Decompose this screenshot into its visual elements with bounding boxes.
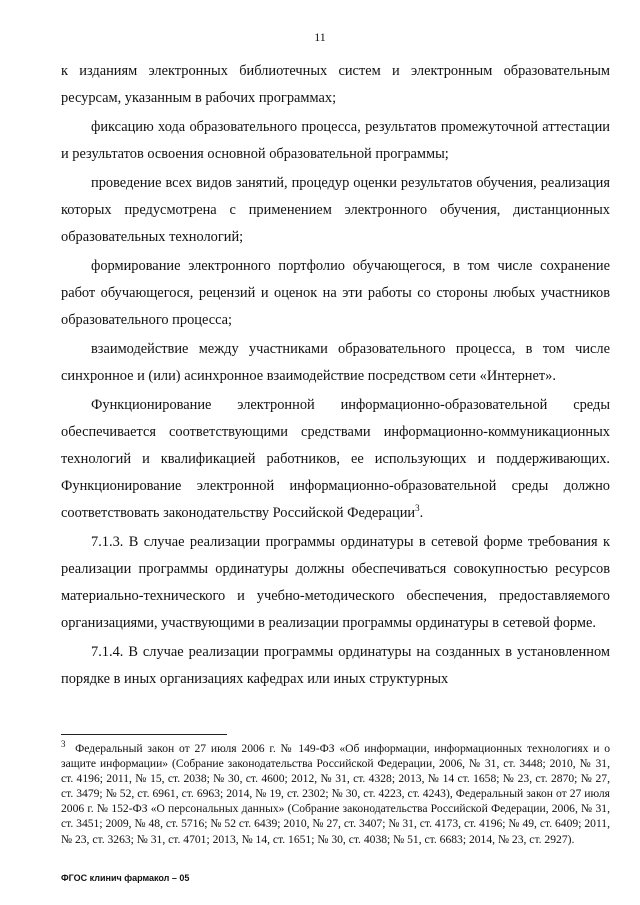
paragraph-functioning-text: Функционирование электронной информационно-образовательной среды обеспечивается соответствующими средствами информационно-коммуникационных технологий и квалификацией работников, ее использующих и поддерживающих. Функционирование электронной информационно-образовательной среды должно соответствовать законодательству Российской Федерации — [61, 397, 610, 521]
paragraph-portfolio: формирование электронного портфолио обучающегося, в том числе сохранение работ обучающегося, рецензий и оценок на эти работы со стороны любых участников образовательного процесса; — [61, 258, 610, 328]
footnote-text: Федеральный закон от 27 июля 2006 г. № 149-ФЗ «Об информации, информационных технологиях и о защите информации» (Собрание законодательства Российской Федерации, 2006, № 31, ст. 3448; 2010, № 31, ст. 4196; 2011, № 15, ст. 2038; № 30, ст. 4600; 2012, № 31, ст. 4328; 2013, № 14 ст. 1658; № 23, ст. 2870; № 27, ст. 3479; № 52, ст. 6961, ст. 6963; 2014, № 19, ст. 2302; № 30, ст. 4223, ст. 4243), Федеральный закон от 27 июля 2006 г. № 152-ФЗ «О персональных данных» (Собрание законодательства Российской Федерации, 2006, № 31, ст. 3451; 2009, № 48, ст. 5716; № 52 ст. 6439; 2010, № 27, ст. 3407; № 31, ст. 4173, ст. 4196; № 49, ст. 6409; 2011, № 23, ст. 3263; № 31, ст. 4701; 2013, № 14, ст. 1651; № 30, ст. 4038; № 51, ст. 6683; 2014, № 23, ст. 2927). — [61, 742, 610, 846]
paragraph-functioning: Функционирование электронной информационно-образовательной среды обеспечивается соответствующими средствами информационно-коммуникационных технологий и квалификацией работников, ее использующих и поддерживающих. Функционирование электронной информационно-образовательной среды должно соответствовать законодательству Российской Федерации$^3$. — [61, 397, 610, 521]
footnote-marker: 3 — [61, 739, 66, 750]
paragraph-7-1-3: 7.1.3. В случае реализации программы ординатуры в сетевой форме требования к реализации программы ординатуры должны обеспечиваться совокупностью ресурсов материально-технического и учебно-методического обеспечения, предоставляемого организациями, участвующими в реализации программы ординатуры в сетевой форме. — [61, 534, 610, 631]
page-number: 11 — [314, 30, 326, 44]
paragraph-conducting-classes: проведение всех видов занятий, процедур оценки результатов обучения, реализация которых предусмотрена с применением электронного обучения, дистанционных образовательных технологий; — [61, 175, 610, 245]
paragraph-progress-tracking: фиксацию хода образовательного процесса, результатов промежуточной аттестации и результатов освоения основной образовательной программы; — [61, 119, 610, 162]
footnote — [61, 741, 610, 847]
paragraph-7-1-4: 7.1.4. В случае реализации программы ординатуры на созданных в установленном порядке в иных организациях кафедрах или иных структурных — [61, 644, 610, 687]
footnote-reference: 3 — [415, 503, 420, 514]
paragraph-interaction: взаимодействие между участниками образовательного процесса, в том числе синхронное и (или) асинхронное взаимодействие посредством сети «Интернет». — [61, 341, 610, 384]
paragraph-library-access: к изданиям электронных библиотечных систем и электронным образовательным ресурсам, указанным в рабочих программах; — [61, 63, 610, 106]
main-text — [61, 58, 610, 693]
footnote-divider — [61, 734, 227, 735]
footer-label: ФГОС клинич фармакол – 05 — [61, 873, 190, 883]
